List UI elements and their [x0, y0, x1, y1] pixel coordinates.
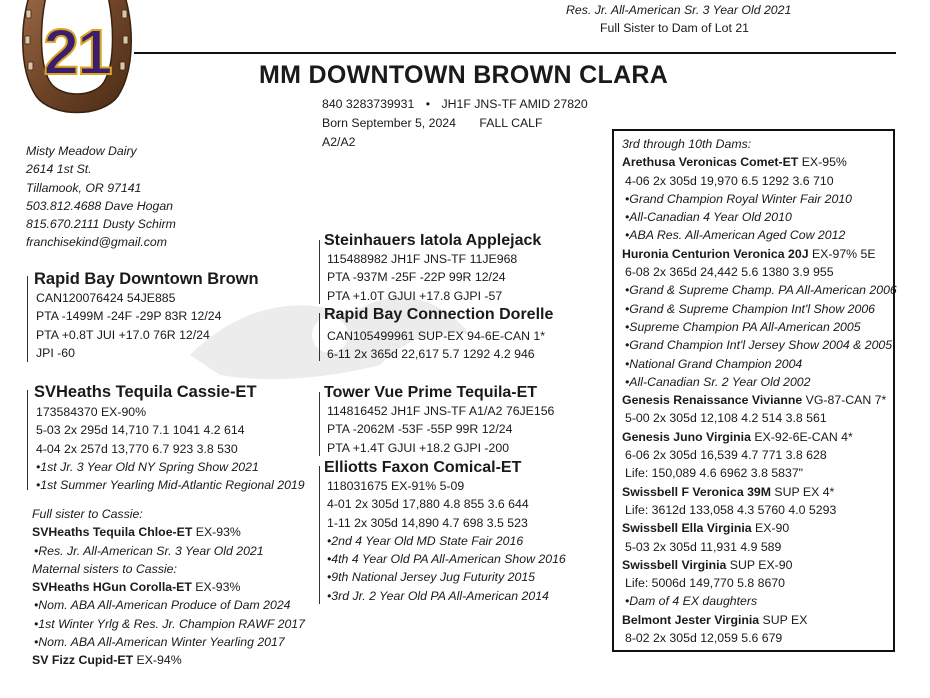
dam-dam-honor-4: •3rd Jr. 2 Year Old PA All-American 2014	[327, 588, 549, 603]
dam-name: SVHeaths Tequila Cassie-ET	[34, 383, 257, 401]
consignor-street: 2614 1st St.	[26, 162, 92, 177]
ancestor-dam	[622, 245, 897, 263]
animal-class: FALL CALF	[479, 116, 543, 130]
ancestor-dam-name: Swissbell F Veronica 39M	[622, 484, 771, 499]
ancestor-dam-honor: •Dam of 4 EX daughters	[625, 594, 758, 609]
ancestor-dam-honor: •All-Canadian Sr. 2 Year Old 2002	[625, 374, 811, 389]
ancestor-dam	[622, 428, 897, 446]
ancestor-dam-name: Genesis Renaissance Vivianne	[622, 393, 803, 408]
ancestor-dam-name: Genesis Juno Virginia	[622, 429, 751, 444]
header-honor-line: Res. Jr. All-American Sr. 3 Year Old 2021	[566, 3, 792, 17]
extended-dams-heading: 3rd through 10th Dams:	[622, 137, 752, 151]
dam-dam-registration: 118031675 EX-91% 5-09	[327, 479, 465, 493]
dam-dam-name: Elliotts Faxon Comical-ET	[324, 459, 522, 476]
page-title: MM DOWNTOWN BROWN CLARA	[259, 61, 669, 89]
dam-dam-honor-2: •4th 4 Year Old PA All-American Show 2016	[327, 552, 566, 567]
sire-dam-info	[327, 327, 545, 364]
dam-dam-record-2: 1-11 2x 305d 14,890 4.7 698 3.5 523	[327, 515, 528, 530]
family-member-name: SVHeaths HGun Corolla-ET	[32, 580, 192, 595]
ancestor-dam-name: Belmont Jester Virginia	[622, 612, 760, 627]
ancestor-dam-name: Swissbell Virginia	[622, 557, 727, 572]
ancestor-dam-record: Life: 5006d 149,770 5.8 8670	[625, 576, 786, 591]
ancestor-dam-name: Huronia Centurion Veronica 20J	[622, 246, 809, 261]
ancestor-dam-name: Arethusa Veronicas Comet-ET	[622, 155, 799, 170]
dam-dam-honor-3: •9th National Jersey Jug Futurity 2015	[327, 570, 535, 585]
ancestor-dam-record: Life: 3612d 133,058 4.3 5760 4.0 5293	[625, 502, 837, 517]
family-honor: •1st Winter Yrlg & Res. Jr. Champion RAWF 2017	[34, 616, 305, 631]
dam-bracket	[27, 390, 28, 490]
ancestor-dam-record: 5-00 2x 305d 12,108 4.2 514 3.8 561	[625, 411, 827, 426]
dam-dam-info	[327, 477, 566, 605]
ancestor-dam-honor: •Supreme Champion PA All-American 2005	[625, 319, 861, 334]
sire-pta-type: PTA +0.8T JUI +17.0 76R 12/24	[36, 327, 210, 342]
ancestor-dam-honor: •Grand Champion Int'l Jersey Show 2004 & 2005	[625, 338, 893, 353]
dam-record-2: 4-04 2x 257d 13,770 6.7 923 3.8 530	[36, 441, 238, 456]
sire-sire-info	[327, 250, 517, 305]
sire-jpi: JPI -60	[36, 345, 75, 360]
ancestor-dam-record: 6-08 2x 365d 24,442 5.6 1380 3.9 955	[625, 265, 834, 280]
ancestor-dam-score: SUP EX-90	[726, 557, 793, 572]
dam-sire-info	[327, 402, 554, 457]
family-honor: •Nom. ABA All-American Winter Yearling 2017	[34, 635, 285, 650]
ancestor-dam	[622, 611, 897, 629]
consignor-farm: Misty Meadow Dairy	[26, 144, 137, 158]
dam-info	[36, 403, 305, 494]
sire-name: Rapid Bay Downtown Brown	[34, 270, 259, 288]
sire-dam-name: Rapid Bay Connection Dorelle	[324, 306, 554, 323]
extended-dams-list	[622, 153, 897, 647]
ancestor-dam-score: EX-97% 5E	[808, 246, 876, 261]
sire-bracket	[27, 276, 28, 362]
sire-info	[36, 289, 221, 362]
sire-dam-registration: CAN105499961 SUP-EX 94-6E-CAN 1*	[327, 329, 546, 343]
lot-number: 21	[43, 16, 111, 88]
ancestor-dam-honor: •National Grand Champion 2004	[625, 356, 803, 371]
ancestor-dam-score: SUP EX 4*	[771, 484, 835, 499]
dam-sire-registration: 114816452 JH1F JNS-TF A1/A2 76JE156	[327, 404, 555, 418]
ancestor-dam-record: 4-06 2x 305d 19,970 6.5 1292 3.6 710	[625, 173, 834, 188]
ancestor-dam-record: Life: 150,089 4.6 6962 3.8 5837"	[625, 466, 804, 481]
family-heading-maternal: Maternal sisters to Cassie:	[32, 561, 177, 576]
family-honor: •Res. Jr. All-American Sr. 3 Year Old 2021	[34, 543, 264, 558]
ancestor-dam	[622, 519, 897, 537]
family-member-score: EX-94%	[133, 653, 182, 668]
family-member-name: SV Fizz Cupid-ET	[32, 653, 134, 668]
family-member	[32, 523, 305, 541]
separator-bullet: •	[425, 97, 431, 111]
header-relation-line: Full Sister to Dam of Lot 21	[600, 21, 749, 35]
sire-sire-name: Steinhauers Iatola Applejack	[324, 232, 542, 249]
dam-honor-2: •1st Summer Yearling Mid-Atlantic Regional 2019	[36, 478, 305, 493]
ancestor-dam-score: SUP EX	[759, 612, 808, 627]
dam-dam-honor-1: •2nd 4 Year Old MD State Fair 2016	[327, 533, 524, 548]
consignor-email[interactable]: franchisekind@gmail.com	[26, 235, 167, 250]
ancestor-dam-score: VG-87-CAN 7*	[802, 393, 887, 408]
ancestor-dam-honor: •Grand Champion Royal Winter Fair 2010	[625, 191, 853, 206]
consignor-city: Tillamook, OR 97141	[26, 180, 142, 195]
sire-dam-record: 6-11 2x 365d 22,617 5.7 1292 4.2 946	[327, 347, 535, 362]
sire-sire-pta-production: PTA -937M -25F -22P 99R 12/24	[327, 270, 506, 285]
animal-registration: 840 3283739931	[322, 97, 415, 111]
animal-casein: A2/A2	[322, 135, 356, 149]
ancestor-dam-score: EX-90	[751, 521, 790, 536]
sire-registration: CAN120076424 54JE885	[36, 291, 176, 305]
family-honor: •Nom. ABA All-American Produce of Dam 2024	[34, 598, 291, 613]
header-rule	[134, 52, 896, 54]
family-heading-full: Full sister to Cassie:	[32, 507, 143, 521]
ancestor-dam	[622, 153, 897, 171]
extended-dams-box	[612, 129, 895, 652]
ancestor-dam-honor: •Grand & Supreme Champion Int'l Show 2006	[625, 301, 875, 316]
family-member-name: SVHeaths Tequila Chloe-ET	[32, 525, 193, 540]
sire-sire-registration: 115488982 JH1F JNS-TF 11JE968	[327, 252, 518, 266]
ancestor-dam-honor: •All-Canadian 4 Year Old 2010	[625, 210, 792, 225]
sire-dam-bracket	[319, 313, 320, 361]
family-member-score: EX-93%	[192, 525, 241, 540]
ancestor-dam-score: EX-95%	[798, 155, 847, 170]
animal-birth-line	[322, 116, 543, 130]
consignor-block	[26, 142, 176, 252]
consignor-phone-1: 503.812.4688 Dave Hogan	[26, 198, 173, 213]
dam-record-1: 5-03 2x 295d 14,710 7.1 1041 4.2 614	[36, 423, 245, 438]
dam-dam-bracket	[319, 466, 320, 604]
dam-family-list	[32, 505, 305, 670]
consignor-phone-2: 815.670.2111 Dusty Schirm	[26, 217, 176, 232]
animal-birthdate: Born September 5, 2024	[322, 116, 456, 130]
ancestor-dam-record: 6-06 2x 305d 16,539 4.7 771 3.8 628	[625, 448, 827, 463]
dam-honor-1: •1st Jr. 3 Year Old NY Spring Show 2021	[36, 459, 259, 474]
ancestor-dam	[622, 391, 897, 409]
ancestor-dam	[622, 483, 897, 501]
animal-genomic-codes: JH1F JNS-TF AMID 27820	[441, 97, 588, 111]
sire-sire-pta-type: PTA +1.0T GJUI +17.8 GJPI -57	[327, 288, 503, 303]
sire-pta-production: PTA -1499M -24F -29P 83R 12/24	[36, 309, 222, 324]
dam-sire-pta-production: PTA -2062M -53F -55P 99R 12/24	[327, 422, 513, 437]
ancestor-dam-record: 5-03 2x 305d 11,931 4.9 589	[625, 539, 782, 554]
family-member-score: EX-93%	[191, 580, 241, 595]
family-member	[32, 578, 305, 596]
ancestor-dam-honor: •Grand & Supreme Champ. PA All-American 2006	[625, 283, 897, 298]
dam-sire-name: Tower Vue Prime Tequila-ET	[324, 384, 538, 401]
ancestor-dam-name: Swissbell Ella Virginia	[622, 521, 752, 536]
dam-dam-record-1: 4-01 2x 305d 17,880 4.8 855 3.6 644	[327, 497, 529, 512]
sire-sire-bracket	[319, 240, 320, 304]
ancestor-dam-score: EX-92-6E-CAN 4*	[750, 429, 853, 444]
family-member	[32, 651, 305, 669]
dam-sire-bracket	[319, 392, 320, 456]
ancestor-dam-honor: •ABA Res. All-American Aged Cow 2012	[625, 228, 846, 243]
dam-sire-pta-type: PTA +1.4T GJUI +18.2 GJPI -200	[327, 440, 510, 455]
ancestor-dam-record: 8-02 2x 305d 12,059 5.6 679	[625, 631, 783, 646]
animal-id-line	[322, 97, 588, 111]
dam-registration: 173584370 EX-90%	[36, 405, 147, 419]
ancestor-dam	[622, 556, 897, 574]
